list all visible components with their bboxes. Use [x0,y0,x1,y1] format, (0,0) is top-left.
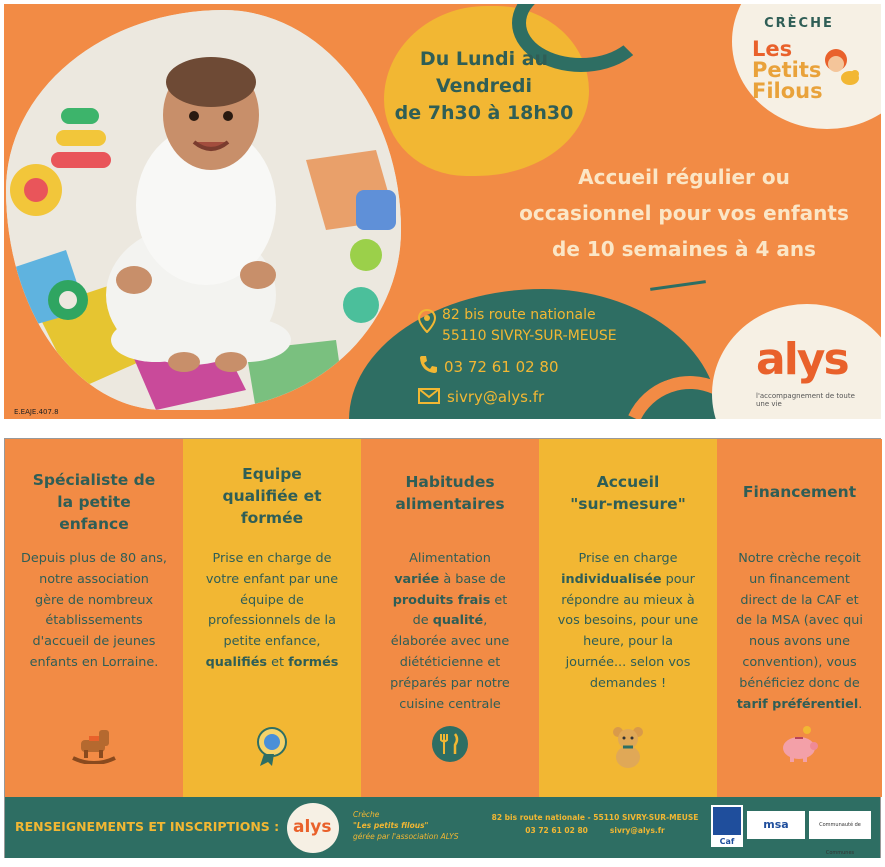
column-title-line: formée [240,509,304,527]
body-text: préparés par notre [390,675,510,691]
footer-contact [490,811,700,837]
body-text: un financement [749,571,850,587]
column-title-line: Accueil [596,473,660,491]
body-text: Depuis plus de 80 ans, [21,551,167,566]
column-body-line [371,632,529,653]
footer-creche-line-3: gérée par l'association ALYS [353,832,459,841]
column-body-line [15,632,173,653]
caf-logo [711,805,743,847]
logo-line-1: Les [752,37,793,61]
tagline-line-2: occasionnel pour vos enfants [519,201,849,225]
body-text: bénéficiez donc de [739,675,860,691]
hours-line-3: de 7h30 à 18h30 [394,102,574,124]
opening-hours [384,46,584,127]
location-pin-icon [418,309,436,333]
column-body-line [727,611,872,632]
column-title-line: alimentaires [395,495,505,513]
highlight-text: individualisée [561,571,662,587]
column-title-line: Equipe [242,465,302,483]
body-text: direct de la CAF et [740,592,859,608]
column-body-line [193,591,351,612]
column-body-line [15,653,173,674]
footer-creche-line-1: Crèche [353,810,380,819]
highlight-text: formés [288,655,339,670]
column-body-line [193,653,351,674]
column-body-line [371,653,529,674]
baby-illustration [6,10,401,410]
column-body-line [371,611,529,632]
column-title-line: Habitudes [405,473,495,491]
body-text: , [483,613,488,629]
body-text: petite enfance, [223,634,321,650]
info-column-3 [361,439,539,797]
column-body-line [549,570,707,591]
phone-icon [418,354,438,374]
rocking-horse-icon [69,724,119,768]
column-body-line [549,653,707,674]
column-body-line [371,570,529,591]
mail-icon [418,388,440,404]
column-body-line [727,674,872,695]
phone-number[interactable]: 03 72 61 02 80 [444,358,559,376]
fork-knife-icon [430,724,470,768]
logo-line-2: Petits [752,58,822,82]
column-body-line [549,632,707,653]
body-text: gère de nombreux [34,592,154,608]
column-body-line [549,549,707,570]
column-body-line [371,549,529,570]
column-title-line: Financement [742,483,857,501]
body-text: notre association [39,571,149,587]
msa-logo [747,811,805,839]
info-column-5 [717,439,882,797]
body-text: vos besoins, pour une [557,613,699,629]
column-body-line [727,570,872,591]
body-text: élaborée avec une [390,634,510,650]
column-body-line [193,549,351,570]
body-text: de la MSA (avec qui [736,613,863,629]
column-body-line [549,674,707,695]
highlight-text: qualité [432,613,484,629]
address-line-2: 55110 SIVRY-SUR-MEUSE [442,328,617,344]
body-text: cuisine centrale [399,696,501,712]
info-column-1 [5,439,183,797]
highlight-text: qualifiés [205,655,268,670]
body-text: nous avons une [749,634,850,650]
body-text: répondre au mieux à [561,592,695,608]
creche-label: CRÈCHE [764,16,834,31]
column-body-line [193,611,351,632]
column-body-line [549,611,707,632]
teddy-bear-icon [608,724,648,774]
communaute-label: Communauté de Communes [819,822,861,856]
info-section [4,438,881,858]
column-title-line: Spécialiste de [32,471,156,489]
column-body-line [727,591,872,612]
alys-slogan: l'accompagnement de toute une vie [756,392,855,408]
baby-photo [6,10,401,410]
body-text: professionnels de la [208,613,336,629]
column-body-line [371,674,529,695]
column-body-line [727,549,872,570]
address-line-1: 82 bis route nationale [442,307,596,323]
footer-address: 82 bis route nationale - 55110 SIVRY-SUR-MEUSE [491,813,699,822]
column-body-line [727,632,872,653]
footer-bar [5,797,880,858]
award-badge-icon [252,724,292,772]
footer-alys-logo: alys [293,817,332,837]
highlight-text: tarif préférentiel [736,696,859,712]
body-text: Notre crèche reçoit [738,551,861,566]
body-text: et [267,655,289,670]
body-text: Alimentation [409,551,491,566]
column-body-line [15,570,173,591]
body-text: enfants en Lorraine. [29,655,159,670]
tagline-line-3: de 10 semaines à 4 ans [552,237,816,261]
body-text: . [858,696,863,712]
email-address[interactable]: sivry@alys.fr [447,388,545,406]
column-body-line [15,611,173,632]
highlight-text: variée [394,571,440,587]
column-body-line [15,591,173,612]
column-title-line: qualifiée et [222,487,322,505]
column-body-line [371,695,529,716]
body-text: votre enfant par une [205,571,339,587]
info-column-4 [539,439,717,797]
body-text: diététicienne et [399,655,501,670]
footer-creche-line-2: "Les petits filous" [353,821,429,830]
column-body-line [193,632,351,653]
reference-code: E.EAJE.407.8 [14,408,59,416]
column-body-line [193,570,351,591]
logo-line-3: Filous [752,79,823,103]
column-title-line: enfance [59,515,129,533]
body-text: établissements [45,613,143,629]
caf-label: Caf [719,837,735,846]
column-title-line: "sur-mesure" [570,495,686,513]
body-text: demandes ! [589,675,667,691]
body-text: journée... selon vos [565,655,691,670]
highlight-text: produits frais [392,592,491,608]
body-text: Prise en charge de [212,551,332,566]
column-body-line [371,591,529,612]
column-body-line [549,591,707,612]
child-mascot-icon [822,46,862,96]
piggy-bank-icon [777,724,823,768]
tagline-line-1: Accueil régulier ou [578,165,790,189]
tagline [484,159,881,267]
footer-creche-info [353,809,459,842]
column-body-line [727,653,872,674]
communaute-communes-logo [809,811,871,856]
column-body-line [727,695,872,716]
body-text: heure, pour la [583,634,673,650]
alys-logo: alys [756,334,848,385]
body-text: pour [661,571,695,587]
body-text: à base de [439,571,506,587]
body-text: convention), vous [742,655,857,670]
info-column-2 [183,439,361,797]
body-text: Prise en charge [578,551,678,566]
body-text: et [490,592,508,608]
column-title-line: la petite [57,493,131,511]
footer-title: RENSEIGNEMENTS ET INSCRIPTIONS : [15,819,280,834]
hours-line-1: Du Lundi au [419,48,549,70]
hours-line-2: Vendredi [435,75,533,97]
body-text: équipe de [240,592,304,608]
footer-phone[interactable]: 03 72 61 02 80 [525,826,588,835]
body-text: de [412,613,433,629]
hero-banner [4,4,881,419]
decorative-line [650,280,706,291]
footer-email[interactable]: sivry@alys.fr [609,826,665,835]
msa-label: msa [763,818,789,831]
column-body-line [15,549,173,570]
body-text: d'accueil de jeunes [32,634,156,650]
